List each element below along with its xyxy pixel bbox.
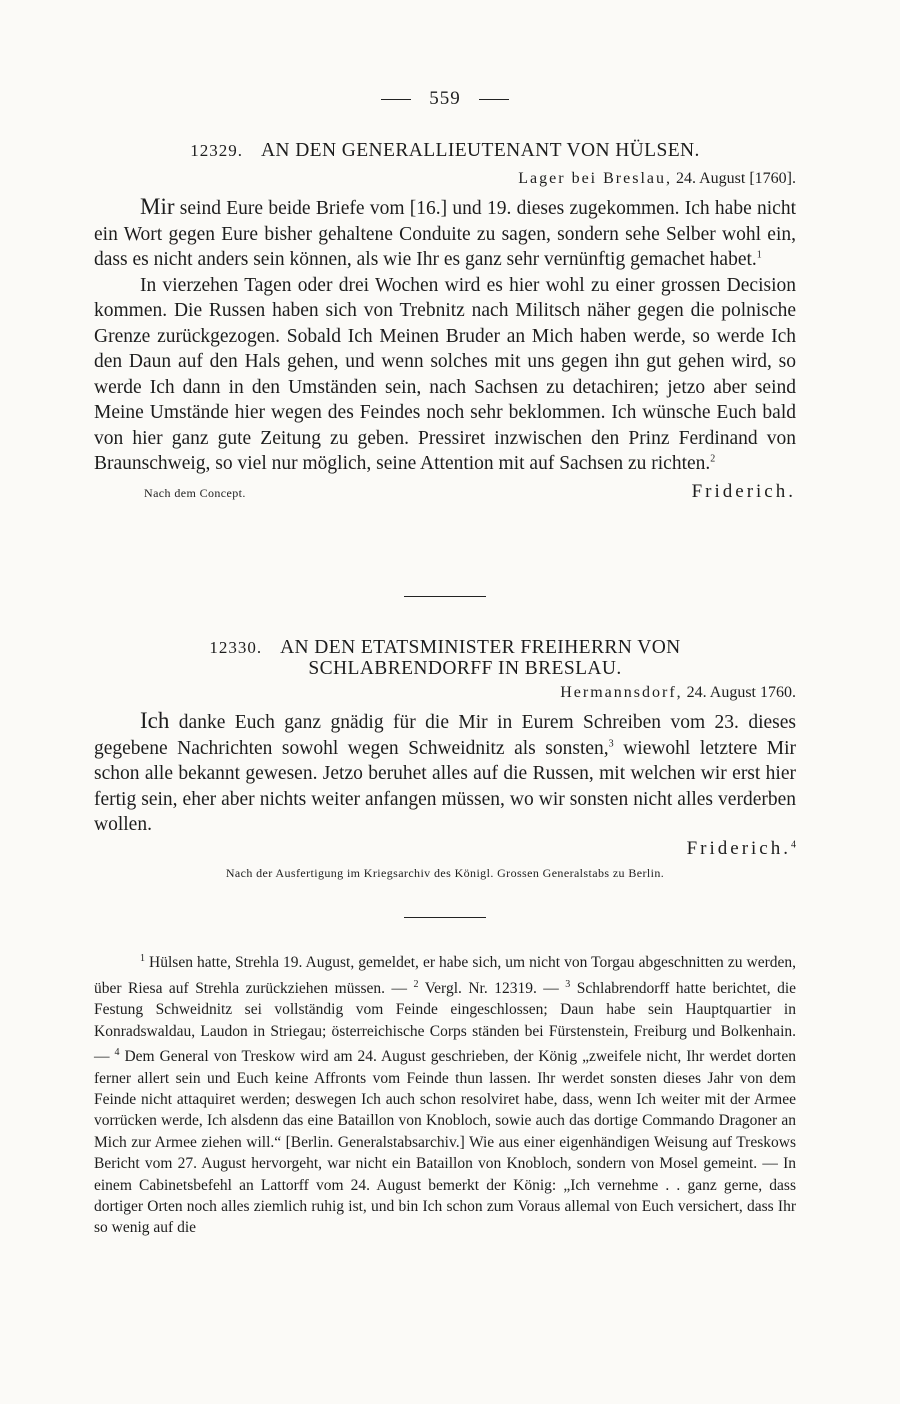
letter-heading-line2 [94,658,796,680]
footnote-ref: 4 [791,839,796,851]
source-note: Nach dem Concept. [144,485,246,500]
letter-heading [94,140,796,162]
page-number: 559 [429,88,461,109]
header-dash-right [479,99,509,100]
closing-row [94,481,796,503]
dateline [94,684,796,702]
footnote-text [94,948,796,1239]
dateline-date: 24. August 1760. [686,684,796,701]
letter-title: AN DEN GENERALLIEUTENANT VON HÜLSEN. [260,140,700,161]
footnote-2: Vergl. Nr. 12319. — [424,979,559,997]
footnote-ref: 3 [608,738,614,749]
footnote-ref: 2 [710,453,716,465]
letter-title: AN DEN ETATSMINISTER FREIHERRN VON [280,637,681,658]
initial-word: Ich [140,708,170,733]
signature-row [94,838,796,860]
source-note: Nach der Ausfertigung im Kriegsarchiv des Königl. Grossen Generalstabs zu Berlin. [225,865,665,880]
letter-number: 12330. [209,638,263,657]
header-dash-left [381,99,411,100]
footnote-marker: 3 [565,978,571,990]
footnote-4: Dem General von Treskow wird am 24. August geschrieben, der König „zweifele nicht, Ihr werdet dorten ferner allert sein und Euch keine Affronts vom Feinde thun lassen. Ihr werdet sonsten dieses Jahr von dem Feinde nicht attaquiret werden; deswegen Ich auch schon resolviret habe, dass, wenn Ich weiter mit der Armee vorrücken werde, Ich alsdenn das eine Bataillon von Knobloch, sowie auch das dortige Commando Dragoner an Mich zur Armee ziehen will.“ [Berlin. Generalstabsarchiv.] Wie aus einer eigenhändigen Weisung auf Treskows Bericht vom 27. August hervorgeht, war nicht ein Bataillon von Knobloch, sondern von Mosel gemeint. — In einem Cabinetsbefehl an Lattorff vom 24. August bemerkt der König: „Ich vernehme . . ganz gerne, dass dortiger Orten noch alles ziemlich ruhig ist, und bin Ich schon zum Voraus allemal von Euch versichert, dass Ihr so wenig auf die [94,1048,797,1237]
dateline-place: Hermannsdorf, [560,684,683,701]
letter-12330 [94,637,796,882]
footnote-marker: 4 [114,1046,120,1058]
page-header [94,88,796,110]
letter-title-continued: SCHLABRENDORFF IN BRESLAU. [308,658,622,679]
signature: Friderich. [686,837,791,859]
letter-paragraph [94,194,796,273]
letter-paragraph [94,273,796,477]
letter-number: 12329. [190,141,243,160]
paragraph-text: seind Eure beide Briefe vom [16.] und 19. dieses zugekommen. Ich habe nicht ein Wort gegen Eure bisher gehaltene Conduite zu sagen, sondern sehe Selber wohl ein, dass es nicht anders sein können, als wie Ihr es ganz sehr vernünftig gemachet habet. [94,198,796,270]
dateline-date: 24. August [1760]. [676,170,796,187]
signature: Friderich. [691,480,796,502]
letter-heading [94,637,796,659]
paragraph-text: In vierzehen Tagen oder drei Wochen wird es hier wohl zu einer grossen Decision kommen. Die Russen haben sich von Trebnitz nach Militsch näher gegen die polnische Grenze zurückgezogen. Sobald Ich Meinen Bruder an Mich haben werde, so werde Ich den Daun auf den Hals gehen, und wenn solches mit uns gegen ihn gut gehen wird, so werde Ich dann in den Umständen sein, nach Sachsen zu detachiren; jetzo aber seind Meine Umstände hier wegen des Feindes noch sehr beklommen. Ich wünsche Euch bald von hier ganz gute Zeitung zu geben. Pressiret inzwischen den Prinz Ferdinand von Braunschweig, so viel nur möglich, seine Attention mit auf Sachsen zu richten. [94,274,796,474]
footnote-ref: 1 [756,249,762,261]
footnote-marker: 1 [140,953,145,964]
dateline-place: Lager bei Breslau, [518,170,672,187]
source-row [94,864,796,882]
paragraph-text: danke Euch ganz gnädig für die Mir in Eurem Schreiben vom 23. dieses gegebene Nachrichten sowohl wegen Schweidnitz als sonsten, [94,712,796,759]
footnote-1: Hülsen hatte, Strehla 19. August, gemeldet, er habe sich, um nicht von Torgau abgeschnitten zu werden, über Riesa auf Strehla zurückziehen müssen. — [94,954,796,997]
letter-12329 [94,140,796,503]
letter-paragraph [94,708,796,838]
initial-word: Mir [140,194,175,219]
footnote-divider [94,917,796,918]
section-divider [94,596,796,597]
footnotes [94,948,796,1239]
footnote-3: Schlabrendorff hatte berichtet, die Festung Schweidnitz sei vollständig vom Feinde eingeschlossen; Daun habe sein Hauptquartier in Konradswaldau, Laudon in Striegau; österreichische Corps ständen bei Fürstenstein, Freiburg und Bolkenhain. — [94,979,797,1066]
footnote-marker: 2 [413,978,419,990]
dateline [94,170,796,188]
paragraph-text-continued: wiewohl letztere Mir schon alle bekannt gewesen. Jetzo beruhet alles auf die Russen, mit welchen wir erst hier fertig sein, eher aber nichts weiter anfangen müssen, wo wir sonsten nicht alles verderben wollen. [94,737,796,835]
